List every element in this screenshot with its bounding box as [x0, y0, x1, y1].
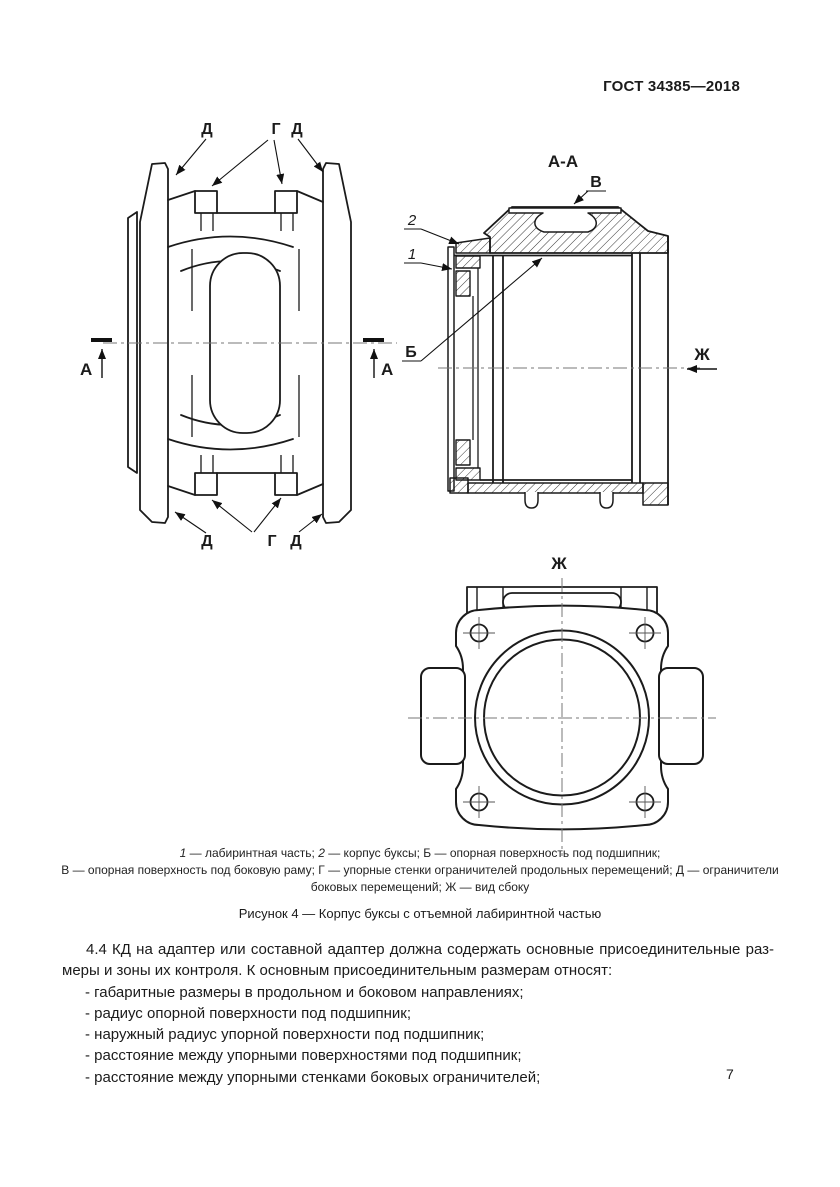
labyrinth-plate [448, 247, 454, 491]
label-d-top-right: Д [291, 121, 303, 138]
top-slant-left [168, 191, 195, 200]
side-face-view-drawing [400, 548, 730, 860]
list-item: - наружный радиус упорной поверхности под подшипник; [85, 1026, 485, 1044]
top-slant-right [297, 191, 323, 202]
drain-lug-1 [525, 492, 538, 508]
label-d-top-left: Д [201, 121, 213, 138]
body-text [62, 939, 774, 1088]
leader-1 [404, 263, 452, 269]
label-d-bottom-left: Д [201, 533, 213, 550]
top-rib-arc-outer [168, 237, 293, 248]
label-d-bottom-right: Д [290, 533, 302, 550]
legend-line-1: 1 — лабиринтная часть; 2 — корпус буксы; Б — опорная поверхность под подшипник; [179, 846, 661, 860]
labyrinth-step-top-1 [456, 256, 480, 268]
bottom-stop-left [195, 473, 217, 495]
legend-line-3: боковых перемещений; Ж — вид сбоку [310, 880, 530, 894]
label-g-bottom: Г [267, 533, 277, 550]
leader-d-top-right [298, 139, 323, 172]
leader-v [574, 191, 606, 204]
list-item: - габаритные размеры в продольном и боковом направлениях; [85, 983, 524, 1001]
bottom-slant-right [297, 484, 323, 495]
bottom-rib-arc-outer [168, 439, 293, 450]
top-stop-left [195, 191, 217, 213]
bottom-slant-left [168, 486, 195, 495]
label-part-2: 2 [407, 212, 417, 229]
list-item: - расстояние между упорными поверхностями под подшипник; [85, 1047, 522, 1065]
leader-g-bottom-2 [254, 498, 281, 532]
figure-legend [40, 845, 800, 896]
section-view-drawing [400, 145, 730, 550]
legend-line-2: В — опорная поверхность под боковую раму; Г — упорные стенки ограничителей продольных перемещений; Д — ограничители [61, 863, 779, 877]
leader-g-top-1 [212, 140, 268, 186]
bottom-stop-right [275, 473, 297, 495]
drain-lug-2 [600, 492, 613, 508]
section-letter-left: А [80, 360, 93, 379]
label-zh-arrow: Ж [694, 345, 710, 364]
bottom-wall-right-hatched [643, 483, 668, 505]
label-b: Б [405, 344, 417, 361]
figure-title: Рисунок 4 — Корпус буксы с отъемной лабиринтной частью [238, 906, 602, 921]
view-zh-title: Ж [551, 554, 567, 573]
paragraph-4-4-line-2: меры и зоны их контроля. К основным присоединительным размерам относят: [62, 962, 613, 980]
side-view-drawing [55, 108, 405, 568]
bearing-bore-walls-left [493, 255, 503, 483]
leader-d-bottom-left [175, 512, 206, 533]
list-item: - радиус опорной поверхности под подшипник; [85, 1004, 411, 1022]
bottom-wall-hatched [468, 483, 643, 493]
paragraph-4-4-line-1: 4.4 КД на адаптер или составной адаптер должна содержать основные присоединительные раз- [86, 941, 774, 958]
label-g-top: Г [271, 121, 281, 138]
central-opening [210, 253, 280, 433]
list-item: - расстояние между упорными стенками боковых ограничителей; [85, 1068, 541, 1086]
stop-wall-lines-top [201, 213, 293, 231]
leader-d-bottom-right [299, 514, 322, 532]
section-letter-right: А [381, 360, 394, 379]
leader-d-top-left [176, 139, 206, 175]
label-part-1: 1 [407, 246, 417, 263]
leader-g-bottom-1 [212, 500, 252, 532]
leader-b [402, 258, 542, 361]
page-number: 7 [726, 1066, 734, 1082]
label-v: В [590, 174, 602, 191]
labyrinth-step-bottom-2 [456, 440, 470, 465]
housing-lip-hatched [456, 238, 490, 253]
labyrinth-step-top-2 [456, 271, 470, 296]
section-title: А-А [547, 152, 579, 171]
page-header: ГОСТ 34385—2018 [603, 78, 740, 95]
leader-g-top-2 [274, 140, 282, 184]
stop-wall-lines-bottom [201, 455, 293, 473]
top-stop-right [275, 191, 297, 213]
leader-2 [404, 229, 459, 244]
side-lug-left [421, 668, 465, 764]
bottom-wall-left-hatched [450, 478, 468, 493]
side-lug-right [659, 668, 703, 764]
